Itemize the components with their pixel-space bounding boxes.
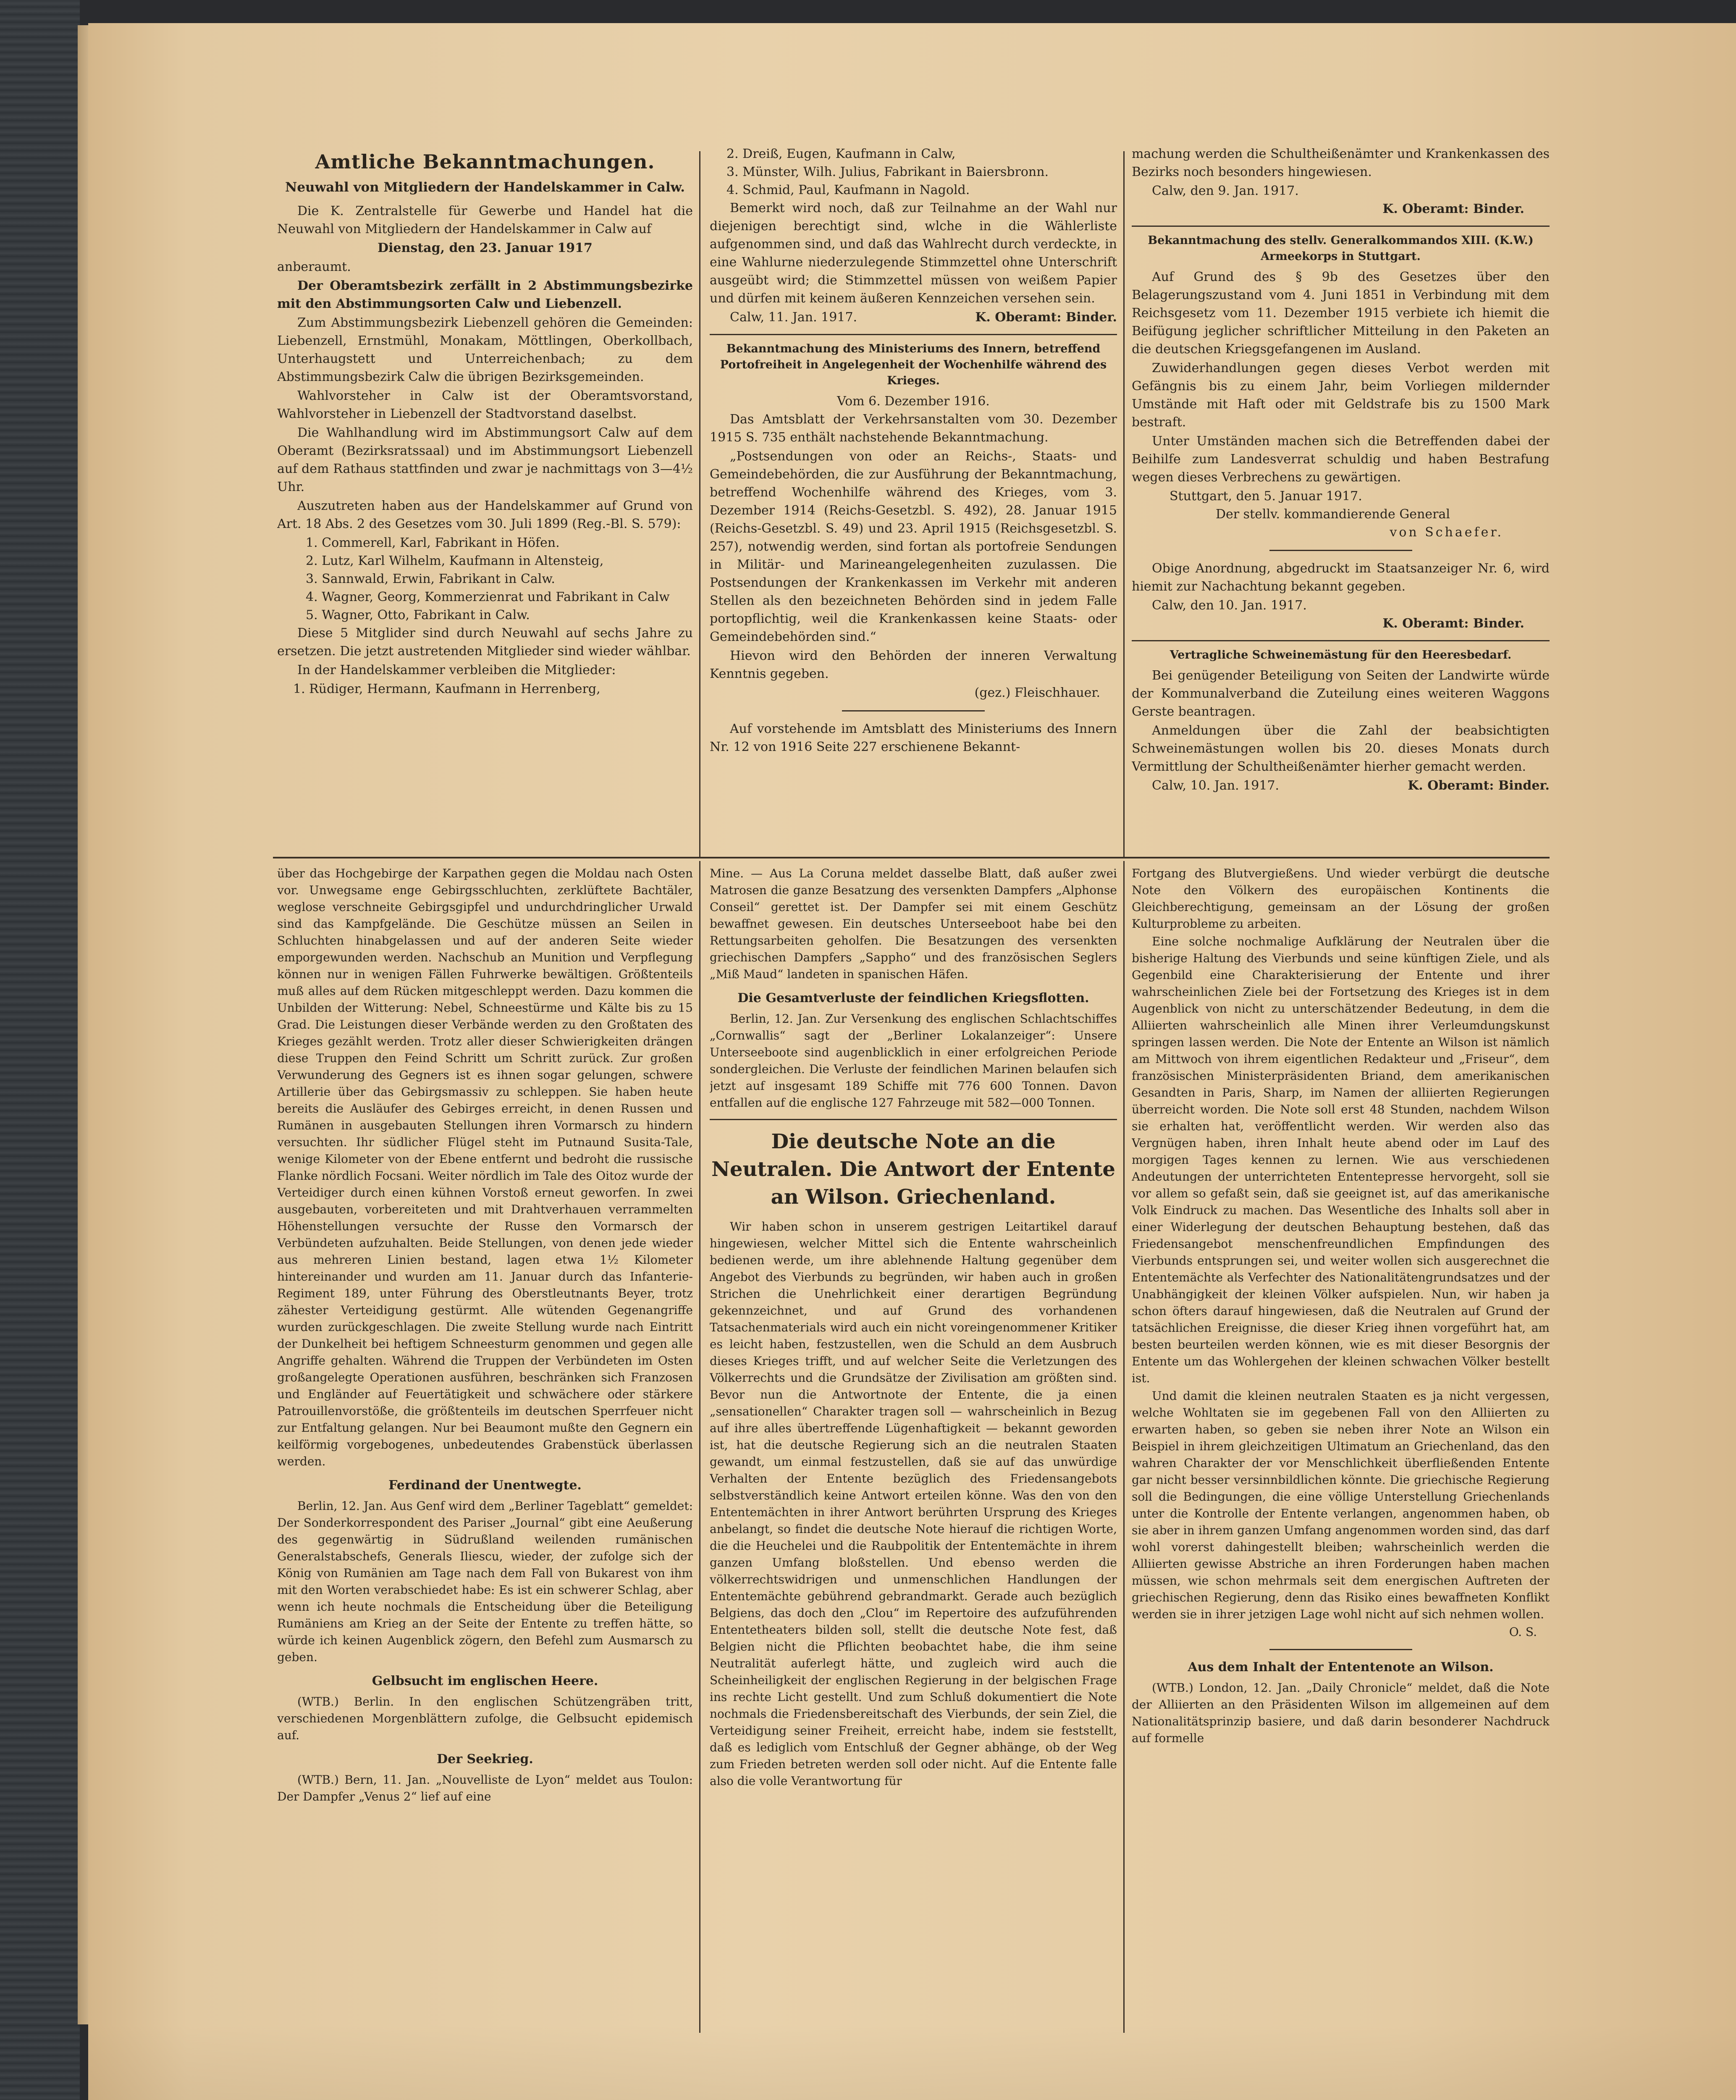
paragraph: Bei genügender Beteiligung von Seiten der Landwirte würde der Kommunalverband die Zuteilung eines weiteren Waggons Gerste beantragen. — [1132, 668, 1550, 719]
paragraph: Diese 5 Mitglider sind durch Neuwahl auf sechs Jahre zu ersetzen. Die jetzt austretenden Mitglieder sind wieder wählbar. — [277, 626, 693, 659]
signature-date: Calw, den 10. Jan. 1917. — [1152, 598, 1307, 613]
article-headline: Die Gesamtverluste der feindlichen Kriegsflotten. — [737, 991, 1089, 1005]
paragraph: Hievon wird den Behörden der inneren Verwaltung Kenntnis gegeben. — [710, 648, 1117, 681]
paragraph: Anmeldungen über die Zahl der beabsichtigten Schweinemästungen wollen bis 20. dieses Monats durch Vermittlung der Schultheißenämter hierher gemacht werden. — [1132, 723, 1550, 774]
paragraph: Wahlvorsteher in Calw ist der Oberamtsvorstand, Wahlvorsteher in Liebenzell der Stadtvorstand daselbst. — [277, 388, 693, 421]
signature-name: (gez.) Fleischhauer. — [974, 685, 1100, 700]
article-headline: Gelbsucht im englischen Heere. — [372, 1674, 598, 1688]
signature-name: von Schaefer. — [1390, 525, 1503, 540]
signature-date: Calw, 11. Jan. 1917. — [730, 310, 858, 325]
divider — [1132, 640, 1550, 641]
paragraph: Das Amtsblatt der Verkehrsanstalten vom 30. Dezember 1915 S. 735 enthält nachstehende Bekanntmachung. — [710, 412, 1117, 445]
paragraph: Auszutreten haben aus der Handelskammer auf Grund von Art. 18 Abs. 2 des Gesetzes vom 30. Juli 1899 (Reg.-Bl. S. 579): — [277, 499, 693, 531]
list-item: 2. Dreiß, Eugen, Kaufmann in Calw, — [726, 147, 956, 161]
bottom-column-3 — [1132, 865, 1550, 2033]
column-rule-bottom-1 — [699, 861, 700, 2033]
article-headline: Aus dem Inhalt der Ententenote an Wilson. — [1188, 1660, 1494, 1675]
bottom-column-2 — [710, 865, 1117, 2033]
paragraph: anberaumt. — [277, 260, 351, 274]
list-item: 3. Münster, Wilh. Julius, Fabrikant in Baiersbronn. — [726, 165, 1049, 179]
section-title: Amtliche Bekanntmachungen. — [315, 150, 655, 173]
paragraph: „Postsendungen von oder an Reichs-, Staats- und Gemeindebehörden, die zur Ausführung der Bekanntmachung, betreffend Wochenhilfe während des Krieges, vom 3. Dezember 1914 (Reichs-Gesetzbl. S. 492), 28. Januar 1915 (Reichs-Gesetzbl. S. 49) und 23. April 1915 (Reichsgesetzbl. S. 257), notwendig werden, sind fortan als portofreie Sendungen in Militär- und Marineangelegenheiten zuzulassen. Die Postsendungen der Krankenkassen im Verkehr mit anderen Stellen als den bezeichneten Behörden sind in jedem Falle portopflichtig, weil die Krankenkassen keine Staats- oder Gemeindebehörden sind.“ — [710, 449, 1117, 644]
divider — [1132, 226, 1550, 227]
signature-date: Calw, den 9. Jan. 1917. — [1152, 184, 1299, 198]
bottom-column-1 — [277, 865, 693, 2033]
list-item: 1. Commerell, Karl, Fabrikant in Höfen. — [306, 536, 560, 550]
paragraph: über das Hochgebirge der Karpathen gegen die Moldau nach Osten vor. Unwegsame enge Gebirgsschluchten, zerklüftete Bachtäler, weglose verschneite Gebirgsgipfel und undurchdringlicher Urwald sind das Kampfgelände. Die Geschütze müssen an Seilen in Schluchten hinabgelassen und auf der anderen Seite wieder emporgewunden werden. Nachschub an Munition und Verpflegung können nur in wenigen Fällen Fuhrwerke bewältigen. Größtenteils muß alles auf dem Rücken mitgeschleppt werden. Dazu kommen die Unbilden der Witterung: Nebel, Schneestürme und Kälte bis zu 15 Grad. Die Leistungen dieser Verbände werden zu den Großtaten des Krieges gezählt werden. Trotz aller dieser Schwierigkeiten drängen diese Truppen den Feind Schritt um Schritt zurück. Zur großen Verwunderung des Gegners ist es ihnen sogar gelungen, schwere Artillerie über das Gebirgsmassiv zu schleppen. Sie haben heute bereits die Ausläufer des Gebirges erreicht, in denen Russen und Rumänen in ausgebauten Stellungen ihren Vormarsch zu hindern versuchten. Ihr südlicher Flügel steht im Putnaund Susita-Tale, wenige Kilometer von der Ebene entfernt und bedroht die russische Flanke nördlich Focsani. Weiter nördlich im Tale des Oitoz wurde der Verteidiger durch einen kühnen Vorstoß erneut geworfen. In zwei ausgebauten, vorbereiteten und mit Drahtverhauen verrammelten Höhenstellungen versuchte der Russe den Vormarsch der Verbündeten aufzuhalten. Beide Stellungen, von denen jede wieder aus mehreren Linien bestand, lagen etwa 1½ Kilometer hintereinander und wurden am 11. Januar durch das Infanterie-Regiment 189, unter Führung des Oberstleutnants Beyer, trotz zähester Verteidigung gestürmt. Alle wütenden Gegenangriffe wurden zurückgeschlagen. Die zweite Stellung wurde nach Eintritt der Dunkelheit bei heftigem Schneesturm genommen und gegen alle Angriffe gehalten. Während die Truppen der Verbündeten im Osten großangelegte Operationen ausführen, beschränken sich Franzosen und Engländer auf Feuertätigkeit und schwächere oder stärkere Patrouillenvorstöße, die größtenteils im deutschen Sperrfeuer nicht zur Entfaltung gelangen. Nur bei Beaumont mußte den Gegnern ein keilförmig vorgebogenes, unbedeutendes Grabenstück überlassen werden. — [277, 866, 693, 1468]
book-binding — [0, 0, 80, 2100]
list-item: 1. Rüdiger, Hermann, Kaufmann in Herrenberg, — [293, 682, 601, 696]
paragraph: machung werden die Schultheißenämter und Krankenkassen des Bezirks noch besonders hingewiesen. — [1132, 147, 1550, 179]
signature-name: K. Oberamt: Binder. — [1382, 202, 1524, 216]
list-item: 4. Wagner, Georg, Kommerzienrat und Fabrikant in Calw — [306, 590, 670, 604]
signature-line — [710, 308, 1117, 326]
top-column-3 — [1132, 145, 1550, 855]
signature-date: Calw, 10. Jan. 1917. — [1152, 778, 1280, 793]
paragraph: Zuwiderhandlungen gegen dieses Verbot werden mit Gefängnis bis zu einem Jahr, beim Vorliegen mildernder Umstände mit Haft oder mit Geldstrafe bis zu 1500 Mark bestraft. — [1132, 361, 1550, 430]
author-initials: O. S. — [1509, 1625, 1537, 1639]
article-headline: Bekanntmachung des Ministeriums des Innern, betreffend Portofreiheit in Angelegenheit der Wochenhilfe während des Krieges. — [720, 342, 1107, 387]
paragraph: Unter Umständen machen sich die Betreffenden dabei der Beihilfe zum Landesverrat schuldig und haben Bestrafung wegen dieses Verbrechens zu gewärtigen. — [1132, 434, 1550, 485]
section-divider — [273, 857, 1550, 858]
paragraph: Eine solche nochmalige Aufklärung der Neutralen über die bisherige Haltung des Vierbunds und seine künftigen Ziele, und als Gegenbild eine Charakterisierung der Entente und ihrer wahrscheinlichen Ziele bei der Fortsetzung des Krieges ist in dem Augenblick von nicht zu unterschätzender Bedeutung, in dem die Alliierten wahrscheinlich alle Minen ihrer Verleumdungskunst springen lassen werden. Die Note der Entente an Wilson ist nämlich am Mittwoch von ihrem eigentlichen Redakteur und „Friseur“, dem französischen Ministerpräsidenten Briand, dem amerikanischen Gesandten in Paris, Sharp, im Namen der alliierten Regierungen überreicht worden. Die Note soll erst 48 Stunden, nachdem Wilson sie erhalten hat, veröffentlicht werden. Wir werden also das Vergnügen haben, ihren Inhalt heute abend oder im Lauf des morgigen Tages kennen zu lernen. Wie aus verschiedenen Andeutungen der unterrichteten Ententepresse hervorgeht, soll sie vor allem so gefaßt sein, daß sie geeignet ist, auf das amerikanische Volk Eindruck zu machen. Das Wesentliche des Inhalts soll aber in einer Widerlegung der deutschen Behauptung bestehen, daß das Friedensangebot menschenfreundlichen Empfindungen des Vierbunds entsprungen sei, und weiter wollen sich ausgerechnet die Ententemächte als Verfechter des Nationalitätengrundsatzes und der Unabhängigkeit der kleinen Völker aufspielen. Nun, wir haben ja schon öfters darauf hingewiesen, daß die Neutralen auf Grund der tatsächlichen Ereignisse, die dieser Krieg ihnen vorgeführt hat, am besten beurteilen werden können, wie es mit dieser Besorgnis der Entente um das Wohlergehen der kleinen schwachen Völker bestellt ist. — [1132, 934, 1550, 1385]
list-item: 5. Wagner, Otto, Fabrikant in Calw. — [306, 608, 530, 622]
paragraph: Auf Grund des § 9b des Gesetzes über den Belagerungszustand vom 4. Juni 1851 in Verbindung mit dem Reichsgesetz vom 11. Dezember 1915 verbiete ich hiemit die Beifügung jeglicher schriftlicher Mitteilung in den Paketen an die deutschen Kriegsgefangenen im Ausland. — [1132, 270, 1550, 357]
paragraph: Die Wahlhandlung wird im Abstimmungsort Calw auf dem Oberamt (Bezirksratssaal) und im Abstimmungsort Liebenzell auf dem Rathaus stattfinden und zwar je nachmittags von 3—4½ Uhr. — [277, 425, 693, 494]
paragraph: (WTB.) Berlin. In den englischen Schützengräben tritt, verschiedenen Morgenblättern zufolge, die Gelbsucht epidemisch auf. — [277, 1695, 693, 1742]
paragraph: Berlin, 12. Jan. Zur Versenkung des englischen Schlachtschiffes „Cornwallis“ sagt der „Berliner Lokalanzeiger“: Unsere Unterseeboote sind augenblicklich in einer erfolgreichen Periode sondergleichen. Die Verluste der feindlichen Marinen belaufen sich jetzt auf insgesamt 189 Schiffe mit 776 600 Tonnen. Davon entfallen auf die englische 127 Fahrzeuge mit 582—000 Tonnen. — [710, 1012, 1117, 1110]
article-headline: Ferdinand der Unentwegte. — [388, 1478, 582, 1493]
short-divider — [1269, 550, 1412, 551]
divider — [710, 1119, 1117, 1120]
page-shadow — [88, 2024, 1736, 2100]
paragraph: Der Oberamtsbezirk zerfällt in 2 Abstimmungsbezirke mit den Abstimmungsorten Calw und Liebenzell. — [277, 278, 693, 311]
list-item: 3. Sannwald, Erwin, Fabrikant in Calw. — [306, 572, 555, 586]
column-rule-top-1 — [699, 151, 700, 857]
main-headline: Die deutsche Note an die Neutralen. Die Antwort der Entente an Wilson. Griechenland. — [711, 1130, 1115, 1209]
column-rule-bottom-2 — [1123, 861, 1125, 2033]
list-item: 2. Lutz, Karl Wilhelm, Kaufmann in Altensteig, — [306, 554, 604, 568]
short-divider — [1269, 1649, 1412, 1650]
short-divider — [842, 710, 985, 711]
article-headline: Neuwahl von Mitgliedern der Handelskammer in Calw. — [285, 180, 685, 195]
paragraph: Auf vorstehende im Amtsblatt des Ministeriums des Innern Nr. 12 von 1916 Seite 227 erschienene Bekannt- — [710, 722, 1117, 754]
paragraph: Berlin, 12. Jan. Aus Genf wird dem „Berliner Tageblatt“ gemeldet: Der Sonderkorrespondent des Pariser „Journal“ gibt eine Aeußerung des gegenwärtig in Südrußland weilenden rumänischen Generalstabschefs, Generals Iliescu, wieder, der zufolge sich der König von Rumänien am Tage nach dem Fall von Bukarest von ihm mit den Worten verabschiedet habe: Es ist ein schwerer Schlag, aber wenn ich heute nochmals die Entscheidung über die Beteiligung Rumäniens am Krieg an der Seite der Entente zu treffen hätte, so würde ich keinen Augenblick zögern, den Befehl zum Ausmarsch zu geben. — [277, 1499, 693, 1664]
paragraph: Und damit die kleinen neutralen Staaten es ja nicht vergessen, welche Wohltaten sie im gegebenen Fall von den Alliierten zu erwarten haben, so geben sie neben ihrer Note an Wilson ein Beispiel in ihrem gleichzeitigen Ultimatum an Griechenland, das den wahren Charakter der vor Menschlichkeit überfließenden Entente gar nicht besser versinnbildlichen könnte. Die griechische Regierung soll die Bedingungen, die eine völlige Unterstellung Griechenlands unter die Kontrolle der Entente verlangen, angenommen haben, ob sie aber in ihrem ganzen Umfang angenommen worden sind, das darf wohl vorerst dahingestellt bleiben; wahrscheinlich werden die Alliierten gewisse Abstriche an ihren Forderungen haben machen müssen, wie schon mehrmals seit dem energischen Auftreten der griechischen Regierung, denn das Risiko eines bewaffneten Konflikt werden sie in ihrer jetzigen Lage wohl nicht auf sich nehmen wollen. — [1132, 1389, 1550, 1621]
signature-role: Der stellv. kommandierende General — [1216, 507, 1450, 522]
headline-date: Vom 6. Dezember 1916. — [837, 394, 990, 409]
top-column-1 — [277, 145, 693, 855]
paragraph: Obige Anordnung, abgedruckt im Staatsanzeiger Nr. 6, wird hiemit zur Nachachtung bekannt gegeben. — [1132, 561, 1550, 594]
paragraph: Wir haben schon in unserem gestrigen Leitartikel darauf hingewiesen, welcher Mittel sich die Entente wahrscheinlich bedienen werde, um ihre ablehnende Haltung gegenüber dem Angebot des Vierbunds zu begründen, wir haben auch in großen Strichen die Unehrlichkeit einer derartigen Begründung gekennzeichnet, und auf Grund des vorhandenen Tatsachenmaterials wird auch ein nicht voreingenommener Kritiker es leicht haben, festzustellen, wen die Schuld an dem Ausbruch dieses Krieges trifft, und auf welcher Seite die Verletzungen des Völkerrechts und die Grundsätze der Zivilisation am größten sind. Bevor nun die Antwortnote der Entente, die ja einen „sensationellen“ Charakter tragen soll — wahrscheinlich in Bezug auf ihre alles übertreffende Lügenhaftigkeit — bekannt geworden ist, hat die deutsche Regierung sich an die neutralen Staaten gewandt, um einmal festzustellen, daß sie auf das unwürdige Verhalten der Entente bezüglich des Friedensangebots selbstverständlich keine Antwort erteilen könne. Was den von den Ententemächten in ihrer Antwort berührten Ursprung des Krieges anbelangt, so findet die deutsche Note hierauf die richtigen Worte, die die Heuchelei und die Raubpolitik der Ententemächte in ihrem ganzen Umfang bloßstellen. Und ebenso werden die völkerrechtswidrigen und unmenschlichen Handlungen der Ententemächte gebührend gebrandmarkt. Gerade auch bezüglich Belgiens, das doch den „Clou“ im Repertoire des aufzuführenden Ententetheaters bilden soll, stellt die deutsche Note fest, daß Belgien nicht die Pflichten beobachtet habe, die ihm seine Neutralität auferlegt hätte, und zugleich wird auch die Scheinheiligkeit der englischen Regierung in der belgischen Frage ins rechte Licht gestellt. Und zum Schluß dokumentiert die Note nochmals die Friedensbereitschaft des Vierbunds, der sein Ziel, die Verteidigung seiner Freiheit, erreicht habe, indem sie feststellt, daß es lediglich vom Entschluß der Gegner abhänge, ob der Weg zum Frieden betreten werden soll oder nicht. Auf die Entente falle also die volle Verantwortung für — [710, 1220, 1117, 1788]
paragraph: In der Handelskammer verbleiben die Mitglieder: — [297, 663, 616, 677]
signature-date: Stuttgart, den 5. Januar 1917. — [1170, 489, 1362, 504]
signature-name: K. Oberamt: Binder. — [975, 310, 1117, 325]
paragraph: (WTB.) Bern, 11. Jan. „Nouvelliste de Lyon“ meldet aus Toulon: Der Dampfer „Venus 2“ lief auf eine — [277, 1773, 693, 1803]
list-item: 4. Schmid, Paul, Kaufmann in Nagold. — [726, 183, 970, 197]
article-headline: Der Seekrieg. — [437, 1752, 533, 1767]
paragraph: Zum Abstimmungsbezirk Liebenzell gehören die Gemeinden: Liebenzell, Ernstmühl, Monakam, Möttlingen, Oberkollbach, Unterhaugstett und Unterreichenbach; zu dem Abstimmungsbezirk Calw die übrigen Bezirksgemeinden. — [277, 315, 693, 384]
election-date: Dienstag, den 23. Januar 1917 — [378, 241, 593, 255]
divider — [710, 334, 1117, 335]
paragraph: Die K. Zentralstelle für Gewerbe und Handel hat die Neuwahl von Mitgliedern der Handelskammer in Calw auf — [277, 204, 693, 236]
column-rule-top-2 — [1123, 151, 1125, 857]
article-headline: Vertragliche Schweinemästung für den Heeresbedarf. — [1170, 648, 1512, 662]
signature-line — [1132, 777, 1550, 795]
paragraph: (WTB.) London, 12. Jan. „Daily Chronicle“ meldet, daß die Note der Alliierten an den Präsidenten Wilson im allgemeinen auf dem Nationalitätsprinzip basiere, und daß darin besonderer Nachdruck auf formelle — [1132, 1681, 1550, 1745]
paragraph: Bemerkt wird noch, daß zur Teilnahme an der Wahl nur diejenigen berechtigt sind, wlche in die Wählerliste aufgenommen sind, und daß das Wahlrecht durch verdeckte, in eine Wahlurne niederzulegende Stimmzettel ohne Unterschrift ausgeübt wird; die Stimmzettel müssen von weißem Papier und dürfen mit keinem äußeren Kennzeichen versehen sein. — [710, 201, 1117, 306]
signature-name: K. Oberamt: Binder. — [1382, 616, 1524, 631]
top-column-2 — [710, 145, 1117, 855]
signature-name: K. Oberamt: Binder. — [1408, 778, 1550, 793]
article-headline: Bekanntmachung des stellv. Generalkommandos XIII. (K.W.) Armeekorps in Stuttgart. — [1148, 234, 1534, 263]
paragraph: Fortgang des Blutvergießens. Und wieder verbürgt die deutsche Note den Völkern des europäischen Kontinents die Gleichberechtigung, gemeinsam an der Lösung der großen Kulturprobleme zu arbeiten. — [1132, 866, 1550, 931]
paragraph: Mine. — Aus La Coruna meldet dasselbe Blatt, daß außer zwei Matrosen die ganze Besatzung des versenkten Dampfers „Alphonse Conseil“ gerettet ist. Der Dampfer sei mit einem Geschütz bewaffnet gewesen. Ein deutsches Unterseeboot habe bei den Rettungsarbeiten geholfen. Die Besatzungen des versenkten griechischen Dampfers „Sappho“ und des französischen Seglers „Miß Maud“ landeten in spanischen Häfen. — [710, 866, 1117, 981]
